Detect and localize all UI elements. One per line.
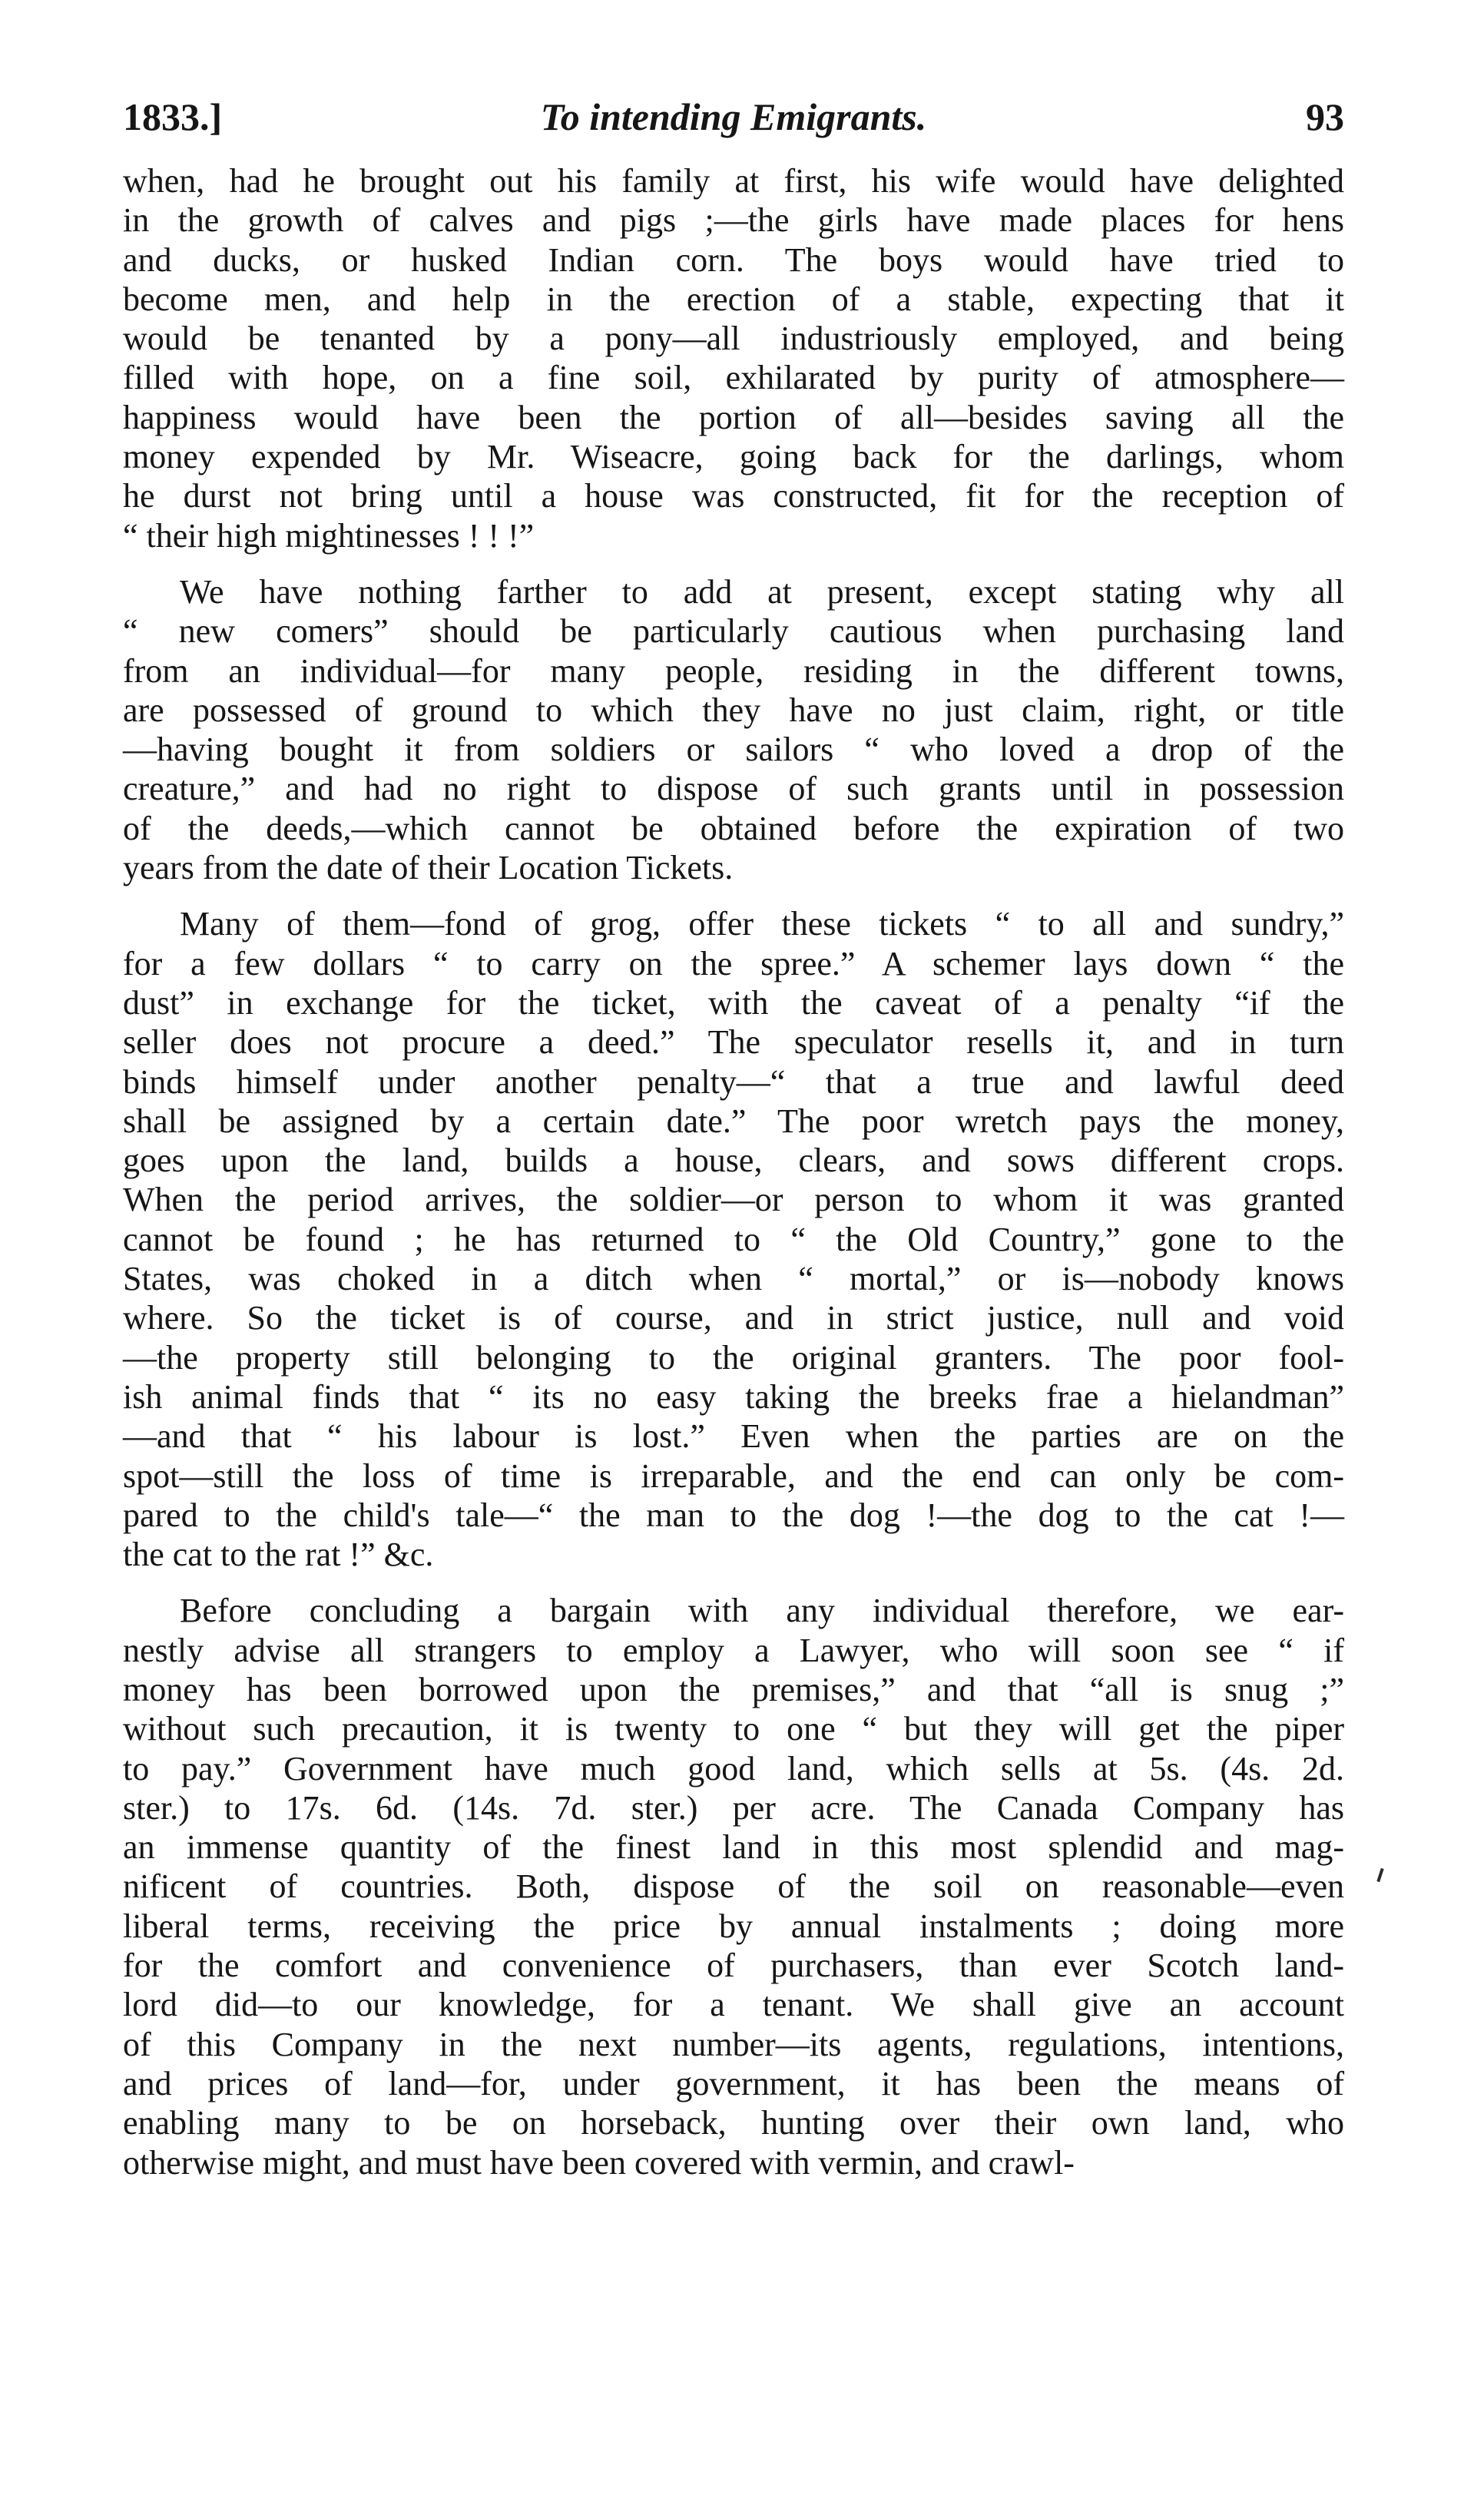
text-line: happiness would have been the portion of all—besides saving all the (123, 398, 1344, 436)
header-title: To intending Emigrants. (540, 95, 927, 138)
text-line: money has been borrowed upon the premises,” and that “all is snug ;” (123, 1670, 1344, 1708)
text-line: from an individual—for many people, residing in the different towns, (123, 651, 1344, 690)
text-line: filled with hope, on a fine soil, exhilarated by purity of atmosphere— (123, 359, 1344, 397)
text-line: binds himself under another penalty—“ that a true and lawful deed (123, 1062, 1344, 1101)
text-line: are possessed of ground to which they have no just claim, right, or title (123, 691, 1344, 729)
text-line: without such precaution, it is twenty to one “ but they will get the piper (123, 1710, 1344, 1748)
text-line: —and that “ his labour is lost.” Even when the parties are on the (123, 1417, 1344, 1456)
text-line: When the period arrives, the soldier—or person to whom it was granted (123, 1181, 1344, 1219)
text-line: and prices of land—for, under government, it has been the means of (123, 2064, 1344, 2102)
text-line: of the deeds,—which cannot be obtained before the expiration of two (123, 809, 1344, 847)
text-line: an immense quantity of the finest land in this most splendid and mag- (123, 1828, 1344, 1867)
text-line: Before concluding a bargain with any individual therefore, we ear- (180, 1592, 1344, 1630)
running-header (123, 86, 1344, 147)
text-line: of this Company in the next number—its agents, regulations, intentions, (123, 2025, 1344, 2063)
text-line: States, was choked in a ditch when “ mortal,” or is—nobody knows (123, 1260, 1344, 1298)
text-line: We have nothing farther to add at present, except stating why all (180, 572, 1344, 611)
text-line: where. So the ticket is of course, and in strict justice, null and void (123, 1299, 1344, 1337)
text-line: for the comfort and convenience of purchasers, than ever Scotch land- (123, 1947, 1344, 1985)
text-line: lord did—to our knowledge, for a tenant. We shall give an account (123, 1986, 1344, 2024)
text-line: “ new comers” should be particularly cautious when purchasing land (123, 612, 1344, 651)
text-line: —having bought it from soldiers or sailors “ who loved a drop of the (123, 731, 1344, 769)
text-line: creature,” and had no right to dispose of such grants until in possession (123, 770, 1344, 808)
text-line: years from the date of their Location Tickets. (123, 849, 734, 887)
text-line: spot—still the loss of time is irreparable, and the end can only be com- (123, 1456, 1344, 1495)
text-line: in the growth of calves and pigs ;—the girls have made places for hens (123, 201, 1344, 240)
text-line: enabling many to be on horseback, hunting over their own land, who (123, 2104, 1344, 2142)
paragraph (123, 161, 1344, 555)
text-line: otherwise might, and must have been covered with vermin, and crawl- (123, 2143, 1075, 2182)
text-line: ster.) to 17s. 6d. (14s. 7d. ster.) per acre. The Canada Company has (123, 1788, 1344, 1827)
text-line: Many of them—fond of grog, offer these tickets “ to all and sundry,” (180, 905, 1344, 943)
text-line: ish animal finds that “ its no easy taking the breeks frae a hielandman” (123, 1377, 1344, 1416)
text-line: the cat to the rat !” &c. (123, 1536, 434, 1574)
text-line: become men, and help in the erection of a stable, expecting that it (123, 280, 1344, 318)
text-line: dust” in exchange for the ticket, with the caveat of a penalty “if the (123, 983, 1344, 1022)
margin-mark (1376, 1868, 1383, 1882)
text-line: “ their high mightinesses ! ! !” (123, 516, 535, 555)
text-line: nificent of countries. Both, dispose of the soil on reasonable—even (123, 1867, 1344, 1906)
text-line: and ducks, or husked Indian corn. The boys would have tried to (123, 240, 1344, 279)
text-line: nestly advise all strangers to employ a Lawyer, who will soon see “ if (123, 1631, 1344, 1669)
text-line: money expended by Mr. Wiseacre, going back for the darlings, whom (123, 438, 1344, 476)
text-line: seller does not procure a deed.” The speculator resells it, and in turn (123, 1023, 1344, 1062)
paragraph (123, 1591, 1344, 2182)
body-text (123, 161, 1344, 2199)
header-year: 1833.] (123, 95, 223, 138)
text-line: shall be assigned by a certain date.” The poor wretch pays the money, (123, 1102, 1344, 1140)
text-line: cannot be found ; he has returned to “ the Old Country,” gone to the (123, 1220, 1344, 1258)
text-line: to pay.” Government have much good land, which sells at 5s. (4s. 2d. (123, 1749, 1344, 1788)
page-number: 93 (1306, 95, 1344, 138)
text-line: would be tenanted by a pony—all industriously employed, and being (123, 320, 1344, 358)
text-line: liberal terms, receiving the price by annual instalments ; doing more (123, 1907, 1344, 1945)
text-line: for a few dollars “ to carry on the spree.” A schemer lays down “ the (123, 944, 1344, 982)
text-line: he durst not bring until a house was constructed, fit for the reception of (123, 477, 1344, 515)
paragraph (123, 904, 1344, 1574)
text-line: —the property still belonging to the original granters. The poor fool- (123, 1338, 1344, 1377)
text-line: pared to the child's tale—“ the man to the dog !—the dog to the cat !— (123, 1496, 1344, 1534)
text-line: goes upon the land, builds a house, clears, and sows different crops. (123, 1141, 1344, 1180)
paragraph (123, 572, 1344, 887)
text-line: when, had he brought out his family at first, his wife would have delighted (123, 162, 1344, 200)
